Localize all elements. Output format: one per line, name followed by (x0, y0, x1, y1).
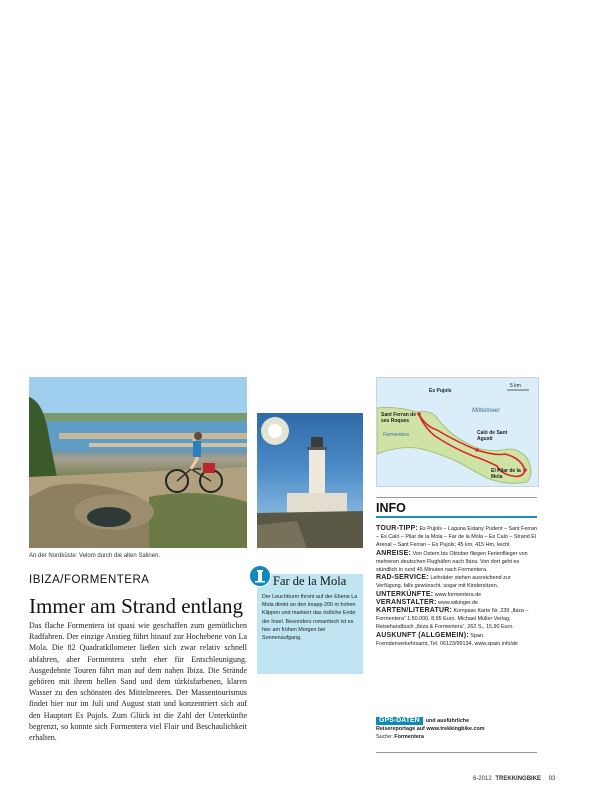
article-body: Das flache Formentera ist quasi wie geschaffen zum gemütlichen Radfahren. Der einzige Anstieg führt hinauf zur Hochebene von La Mola. Die 82 Quadratkilometer ließen sich zwar relativ schnell abfahren, aber Formentera steht eher für Entschleunigung. Ausgedehnte Touren fährt man auf dem nahen Ibiza. Die Strände gehören mit ihrem hellen Sand und dem türkisfarbenen, klaren Wasser zu den schönsten des Mittelmeeres. Der Massentourismus findet hier nur im Juli und August statt und konzentriert sich auf den Hauptort Es Pujols. Zum Glück ist die Zahl der Unterkünfte begrenzt, so konnte sich Formentera viel Flair und Beschaulichkeit erhalten. (29, 621, 247, 743)
divider (376, 516, 537, 518)
info-item (376, 607, 538, 632)
gps-line1: und ausführliche (425, 718, 470, 724)
photo-caption: An der Nordküste: Velom durch die alten Salinen. (29, 553, 161, 559)
lighthouse-photo (257, 413, 363, 548)
info-item-text: Es Pujols – Laguna Estany Pudent – Sant Ferran – Es Caló – Pilar de la Mola – Far de la Mola – Es Caló – Strand El Arenal – Sant Ferran – Es Pujols; 45 km, 415 Hm, leicht (376, 526, 537, 549)
info-item (376, 632, 538, 648)
page-footer (473, 776, 555, 782)
magazine-name: TREKKINGBIKE (495, 776, 542, 782)
article-title: Immer am Strand entlang (29, 594, 244, 618)
map-label-es-pujols: Es Pujols (429, 388, 452, 394)
info-item-text: Von Ostern bis Oktober fliegen Ferienflieger von mehreren deutschen Flughäfen nach Ibiza. Von dort geht es stündlich in rund 45 Minuten nach Formentera. (376, 550, 528, 574)
info-list (376, 525, 538, 648)
gps-link[interactable]: Reisereportage auf www.trekkingbike.com (376, 726, 485, 732)
map-label-pilar: El Pilar de la Mola (491, 468, 521, 480)
info-item-label: KARTEN/LITERATUR: (376, 607, 452, 615)
info-item (376, 550, 538, 575)
salt-flats-cyclist-photo (29, 377, 247, 548)
lighthouse-icon (249, 565, 271, 587)
info-item (376, 599, 538, 607)
page-number: 93 (548, 776, 556, 782)
map-scale: 5 km (510, 383, 521, 389)
info-item-label: AUSKUNFT (ALLGEMEIN): (376, 631, 469, 639)
info-item-label: RAD-SERVICE: (376, 574, 429, 582)
info-item-label: VERANSTALTER: (376, 598, 437, 606)
map-label-cala-en: Calò de Sant Agustí (477, 430, 508, 442)
divider (376, 497, 537, 498)
issue-number: 6-2012 (473, 776, 492, 782)
info-item-text: www.wikinger.de (438, 599, 479, 606)
info-item-label: TOUR-TIPP: (376, 525, 418, 532)
callout-title: Far de la Mola (273, 574, 347, 588)
info-item-text: Kompass Karte Nr. 239 „Ibiza – Formentera“ 1:50.000, 8,95 Euro. Michael Müller Verlag, Reisehandbuch „Ibiza & Formentera“, 262 S., 15,90 Euro. (376, 608, 529, 631)
gps-badge: GPS-DATEN (376, 717, 423, 725)
gps-search-prefix: Suche: (376, 734, 393, 740)
map-label-mittelmeer: Mittelmeer (472, 408, 501, 414)
gps-search-value: Formentera (394, 734, 424, 740)
divider (376, 752, 537, 753)
info-title: INFO (376, 501, 406, 515)
info-item-text: Leihräder stehen ausreichend zur Verfügung, falls gewünscht, sogar mit Kindersitzen. (376, 575, 511, 590)
info-item-text: www.formentera.de (434, 591, 482, 598)
info-item (376, 591, 538, 599)
callout-body: Der Leuchtturm thront auf der Ebene La Mola direkt an den knapp 200 m hohen Klippen und markiert das östliche Ende der Insel. Besonders romantisch ist es hier am frühen Morgen bei Sonnenaufgang. (262, 594, 358, 642)
info-item (376, 525, 538, 550)
map-label-formentera: Formentera (383, 432, 409, 438)
info-item (376, 574, 538, 590)
info-item-label: ANREISE: (376, 549, 412, 557)
info-item-text: Span. Fremdenverkehrsamt, Tel. 06123/99134, www.spain.info/de (376, 632, 518, 647)
info-item-label: UNTERKÜNFTE: (376, 590, 434, 598)
section-label: IBIZA/FORMENTERA (29, 574, 150, 586)
map-label-sant-ferran: Sant Ferran de ses Roques (381, 412, 417, 424)
route-map (376, 377, 539, 487)
gps-box (376, 717, 538, 741)
